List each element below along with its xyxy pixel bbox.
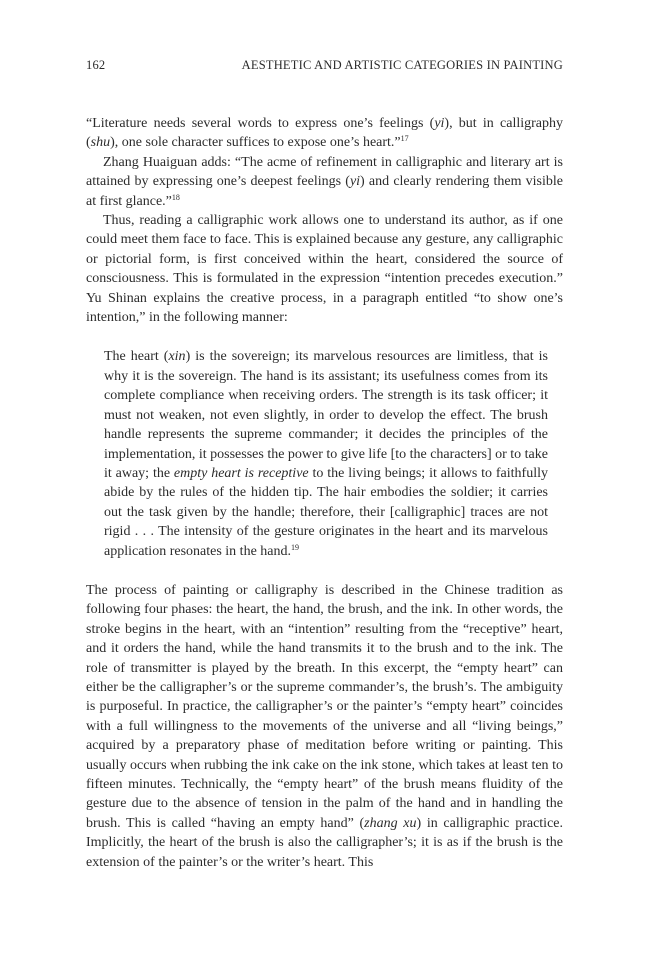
page-number: 162	[86, 58, 106, 72]
footnote-ref-19[interactable]: 19	[291, 542, 299, 552]
footnote-ref-17[interactable]: 17	[400, 134, 409, 144]
page-body	[86, 114, 563, 872]
footnote-ref-18[interactable]: 18	[171, 192, 180, 202]
paragraph-1: “Literature needs several words to express one’s feelings (yi), but in calligraphy (shu), one sole character suffices to expose one’s heart.”$^{17}$	[86, 116, 563, 151]
running-header	[86, 58, 563, 76]
paragraph-2: Zhang Huaiguan adds: “The acme of refinement in calligraphic and literary art is attained by expressing one’s deepest feelings (yi) and clearly rendering them visible at first glance.”$^{18}$	[86, 154, 563, 209]
running-title: AESTHETIC AND ARTISTIC CATEGORIES IN PAINTING	[241, 58, 563, 72]
paragraph-3: Thus, reading a calligraphic work allows one to understand its author, as if one could meet them face to face. This is explained because any gesture, any calligraphic or pictorial form, is first conceived within the heart, considered the source of consciousness. This is formulated in the expression “intention precedes execution.” Yu Shinan explains the creative process, in a paragraph entitled “to show one’s intention,” in the following manner:	[86, 213, 563, 326]
paragraph-4: The process of painting or calligraphy is described in the Chinese tradition as following four phases: the heart, the hand, the brush, and the ink. In other words, the stroke begins in the heart, with an “intention” resulting from the “receptive” heart, and it orders the hand, while the hand transmits it to the brush and to the ink. The role of transmitter is played by the breath. In this excerpt, the “empty heart” can either be the calligrapher’s or the supreme commander’s, the brush’s. The ambiguity is purposeful. In practice, the calligrapher’s or the painter’s “empty heart” coincides with a full willingness to the movements of the universe and all “living beings,” acquired by a preparatory phase of meditation before writing or painting. This usually occurs when rubbing the ink cake on the ink stone, which takes at least ten to fifteen minutes. Technically, the “empty heart” of the brush means fluidity of the gesture due to the absence of tension in the palm of the hand and in handling the brush. This is called “having an empty hand” (zhang xu) in calligraphic practice. Implicitly, the heart of the brush is also the calligrapher’s; it is as if the brush is the extension of the painter’s or the writer’s heart. This	[86, 582, 563, 870]
block-quote: The heart (xin) is the sovereign; its marvelous resources are limitless, that is why it is the sovereign. The hand is its assistant; its usefulness comes from its complete compliance when receiving orders. The strength is its task officer; it must not weaken, not even slightly, in order to develop the effect. The brush handle represents the supreme commander; it decides the principles of the implementation, it possesses the power to give life [to the characters] or to take it away; the empty heart is receptive to the living beings; it allows to faithfully abide by the rules of the hidden tip. The hair embodies the soldier; it carries out the task given by the handle; therefore, their [calligraphic] traces are not rigid . . . The intensity of the gesture originates in the heart and its marvelous application resonates in the hand.$^{19}$	[104, 349, 548, 559]
